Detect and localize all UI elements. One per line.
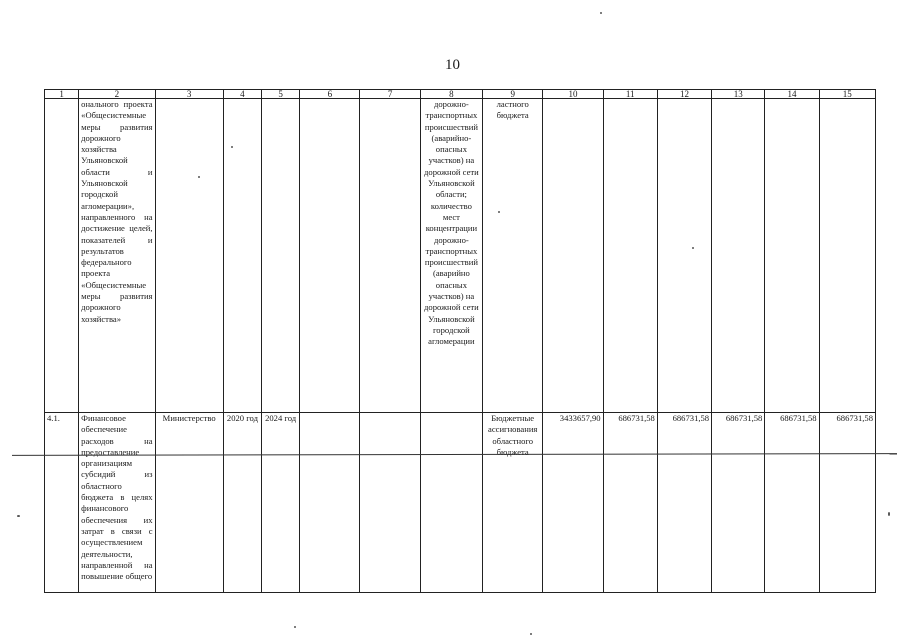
column-number-row <box>45 90 876 99</box>
row-a-cell-7 <box>360 99 420 413</box>
row-a-cell-3 <box>155 99 223 413</box>
scan-speck <box>231 146 233 148</box>
col-num-15: 15 <box>819 90 875 99</box>
row-b-year-3: 686731,58 <box>712 413 765 593</box>
scan-speck <box>198 176 200 178</box>
program-table <box>44 89 876 593</box>
scan-speck <box>17 515 20 517</box>
col-num-1: 1 <box>45 90 79 99</box>
col-num-11: 11 <box>603 90 657 99</box>
col-num-3: 3 <box>155 90 223 99</box>
scan-speck <box>600 12 602 14</box>
row-a-cell-12 <box>657 99 711 413</box>
row-a-index <box>45 99 79 413</box>
row-b-end-year: 2024 год <box>262 413 300 593</box>
row-b-cell-7 <box>360 413 420 593</box>
row-a-cell-13 <box>712 99 765 413</box>
scan-speck <box>692 247 694 249</box>
row-b-year-1: 686731,58 <box>603 413 657 593</box>
row-a-cell-4 <box>223 99 261 413</box>
row-b-year-4: 686731,58 <box>765 413 819 593</box>
row-b-cell-8 <box>420 413 482 593</box>
scan-speck <box>888 512 890 516</box>
row-a-cell-11 <box>603 99 657 413</box>
row-b-executor: Министерство <box>155 413 223 593</box>
col-num-13: 13 <box>712 90 765 99</box>
row-b-event-name: Финансовое обеспечение расходов на предоставление организациям субсидий из областного бюджета в целях финансового обеспечения их затрат в связи с осуществлением деятельности, направленной на повышение общего <box>79 413 155 593</box>
col-num-9: 9 <box>483 90 543 99</box>
scan-speck <box>530 633 532 635</box>
row-a-cell-5 <box>262 99 300 413</box>
row-a-indicator: дорожно-транспортных происшествий (аварийно-опасных участков) на дорожной сети Ульяновской области; количество мест концентрации дорожно-транспортных происшествий (аварийно опасных участков) на дорожной сети Ульяновской городской агломерации <box>420 99 482 413</box>
row-a-cell-15 <box>819 99 875 413</box>
row-b-total: 3433657,90 <box>543 413 603 593</box>
row-a-cell-14 <box>765 99 819 413</box>
row-a-cell-6 <box>300 99 360 413</box>
table-row <box>45 413 876 593</box>
scan-speck <box>498 211 500 213</box>
col-num-14: 14 <box>765 90 819 99</box>
page-number: 10 <box>445 57 460 73</box>
row-b-year-5: 686731,58 <box>819 413 875 593</box>
row-b-cell-6 <box>300 413 360 593</box>
col-num-10: 10 <box>543 90 603 99</box>
col-num-5: 5 <box>262 90 300 99</box>
row-b-year-2: 686731,58 <box>657 413 711 593</box>
row-a-cell-10 <box>543 99 603 413</box>
col-num-2: 2 <box>79 90 155 99</box>
scan-speck <box>294 626 296 628</box>
table-row <box>45 99 876 413</box>
col-num-8: 8 <box>420 90 482 99</box>
col-num-6: 6 <box>300 90 360 99</box>
row-a-funding-source: ластного бюджета <box>483 99 543 413</box>
col-num-7: 7 <box>360 90 420 99</box>
row-b-funding-source: Бюджетные ассигнования областного бюджета <box>483 413 543 593</box>
col-num-4: 4 <box>223 90 261 99</box>
row-b-start-year: 2020 год <box>223 413 261 593</box>
row-a-event-name: онального проекта «Общесистемные меры развития дорожного хозяйства Ульяновской области и Ульяновской городской агломерации», направленного на достижение целей, показателей и результатов федерального проекта «Общесистемные меры развития дорожного хозяйства» <box>79 99 155 413</box>
col-num-12: 12 <box>657 90 711 99</box>
row-b-index: 4.1. <box>45 413 79 593</box>
